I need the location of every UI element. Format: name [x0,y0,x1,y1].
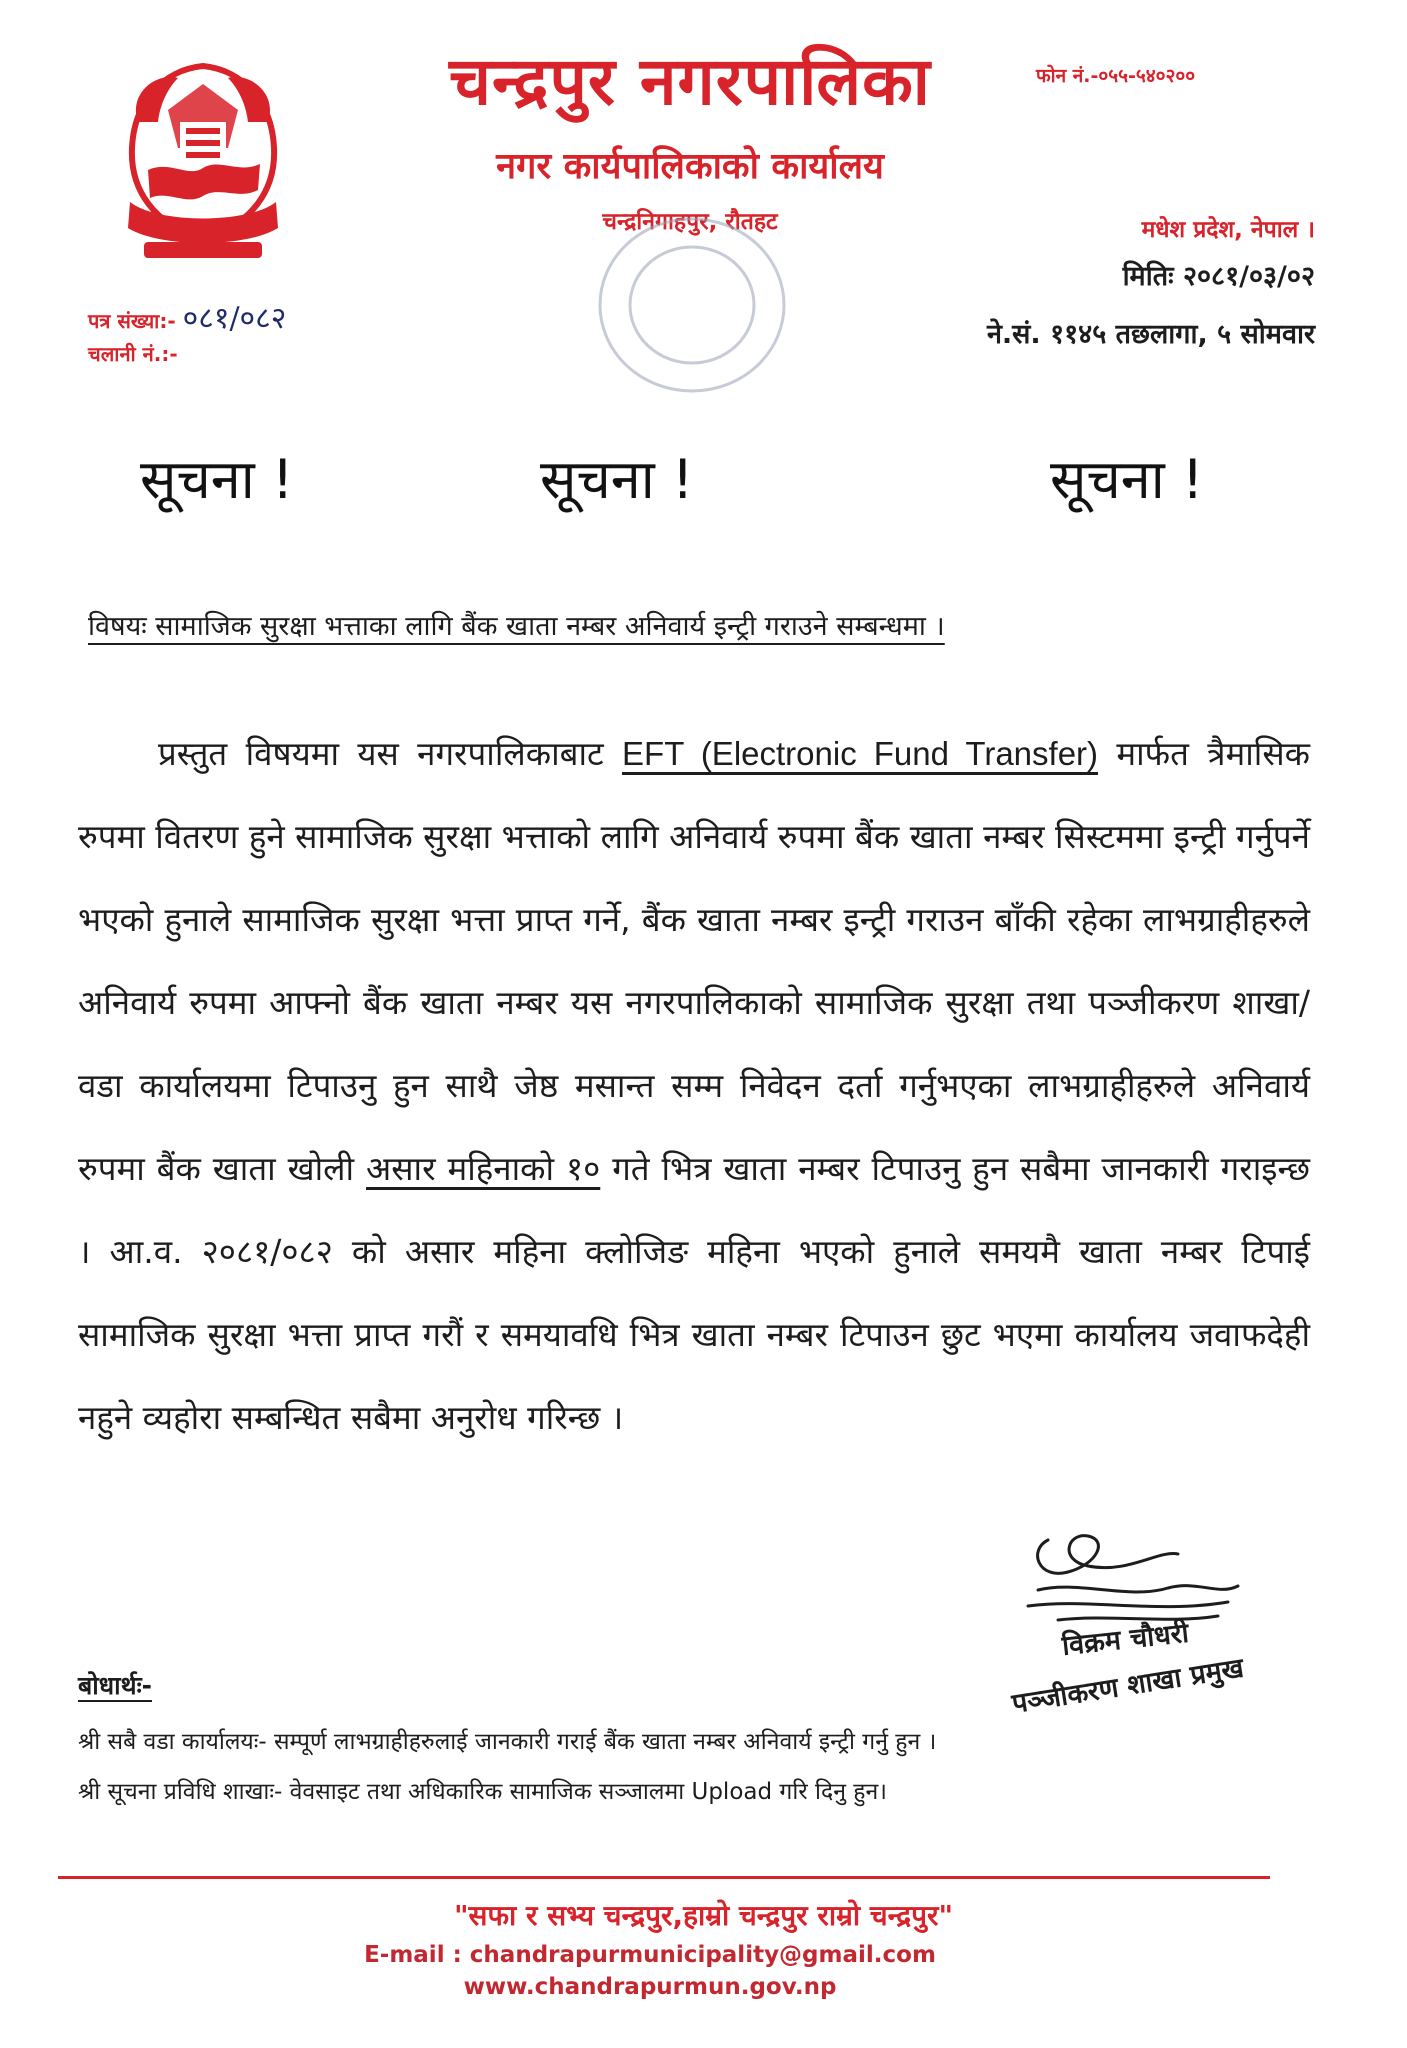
email-label: E-mail : [364,1942,462,1968]
nepal-emblem-logo [108,52,298,272]
notice-heading: सूचना ! [140,448,294,511]
email-address[interactable]: chandrapurmunicipality@gmail.com [469,1942,936,1968]
notice-heading: सूचना ! [540,448,694,511]
signatory-name: विक्रम चौधरी [1060,1617,1191,1662]
date [1123,256,1315,293]
office-address: चन्द्रनिगाहपुर, रौतहट [602,209,778,235]
notice-heading: सूचना ! [1050,448,1204,511]
municipality-name: चन्द्रपुर नगरपालिका [449,43,931,120]
footer-email [0,1942,1300,1968]
date-label: मितिः [1122,261,1174,292]
date-value: २०८१/०३/०२ [1182,261,1315,292]
subject-line: विषयः सामाजिक सुरक्षा भत्ताका लागि बैंक खाता नम्बर अनिवार्य इन्ट्री गराउने सम्बन्धमा । [88,611,945,642]
notice-body [78,712,1310,1459]
eft-term: EFT (Electronic Fund Transfer) [622,735,1099,772]
letter-number-value: ०८१/०८२ [182,301,287,336]
cc-item: श्री सबै वडा कार्यालयः- सम्पूर्ण लाभग्राहीहरुलाई जानकारी गराई बैंक खाता नम्बर अनिवार्य इन्ट्री गर्नु हुन । [78,1729,937,1755]
signatory-title: पञ्जीकरण शाखा प्रमुख [1009,1652,1246,1720]
body-text: प्रस्तुत विषयमा यस नगरपालिकाबाट [158,734,623,773]
cc-label: बोधार्थः- [78,1671,153,1700]
body-text: मार्फत त्रैमासिक रुपमा वितरण हुने सामाजिक सुरक्षा भत्ताको लागि अनिवार्य रुपमा बैंक खाता नम्बर सिस्टममा इन्ट्री गर्नुपर्ने भएको हुनाले सामाजिक सुरक्षा भत्ता प्राप्त गर्ने, बैंक खाता नम्बर इन्ट्री गराउन बाँकी रहेका लाभग्राहीहरुले अनिवार्य रुपमा आफ्नो बैंक खाता नम्बर यस नगरपालिकाको सामाजिक सुरक्षा तथा पञ्जीकरण शाखा/वडा कार्यालयमा टिपाउनु हुन साथै जेष्ठ मसान्त सम्म निवेदन दर्ता गर्नुभएका लाभग्राहीहरुले अनिवार्य रुपमा बैंक खाता खोली [78,734,1310,1188]
letter-number-label: पत्र संख्या:- [88,309,176,333]
footer-slogan: "सफा र सभ्य चन्द्रपुर,हाम्रो चन्द्रपुर राम्रो चन्द्रपुर" [453,1899,954,1932]
dispatch-number-label: चलानी नं.:- [88,342,178,366]
body-text: गते भित्र खाता नम्बर टिपाउनु हुन सबैमा जानकारी गराइन्छ । आ.व. २०८१/०८२ को असार महिना क्लोजिङ महिना भएको हुनाले समयमै खाता नम्बर टिपाई सामाजिक सुरक्षा भत्ता प्राप्त गरौं र समयावधि भित्र खाता नम्बर टिपाउन छुट भएमा कार्यालय जवाफदेही नहुने व्यहोरा सम्बन्धित सबैमा अनुरोध गरिन्छ । [78,1149,1311,1437]
office-name: नगर कार्यपालिकाको कार्यालय [496,146,884,187]
footer-divider [58,1876,1270,1879]
footer-website[interactable]: www.chandrapurmun.gov.np [463,1974,837,2000]
phone-number: फोन नं.-०५५-५४०२०० [1036,65,1196,87]
letter-number [88,296,286,337]
province-line: मधेश प्रदेश, नेपाल । [1141,217,1315,243]
cc-item: श्री सूचना प्रविधि शाखाः- वेवसाइट तथा अधिकारिक सामाजिक सञ्जालमा Upload गरि दिनु हुन। [78,1779,887,1805]
deadline-text: असार महिनाको १० [366,1149,601,1188]
office-seal-stamp [592,210,792,400]
nepal-sambat-date: ने.सं. ११४५ तछलागा, ५ सोमवार [986,319,1315,350]
